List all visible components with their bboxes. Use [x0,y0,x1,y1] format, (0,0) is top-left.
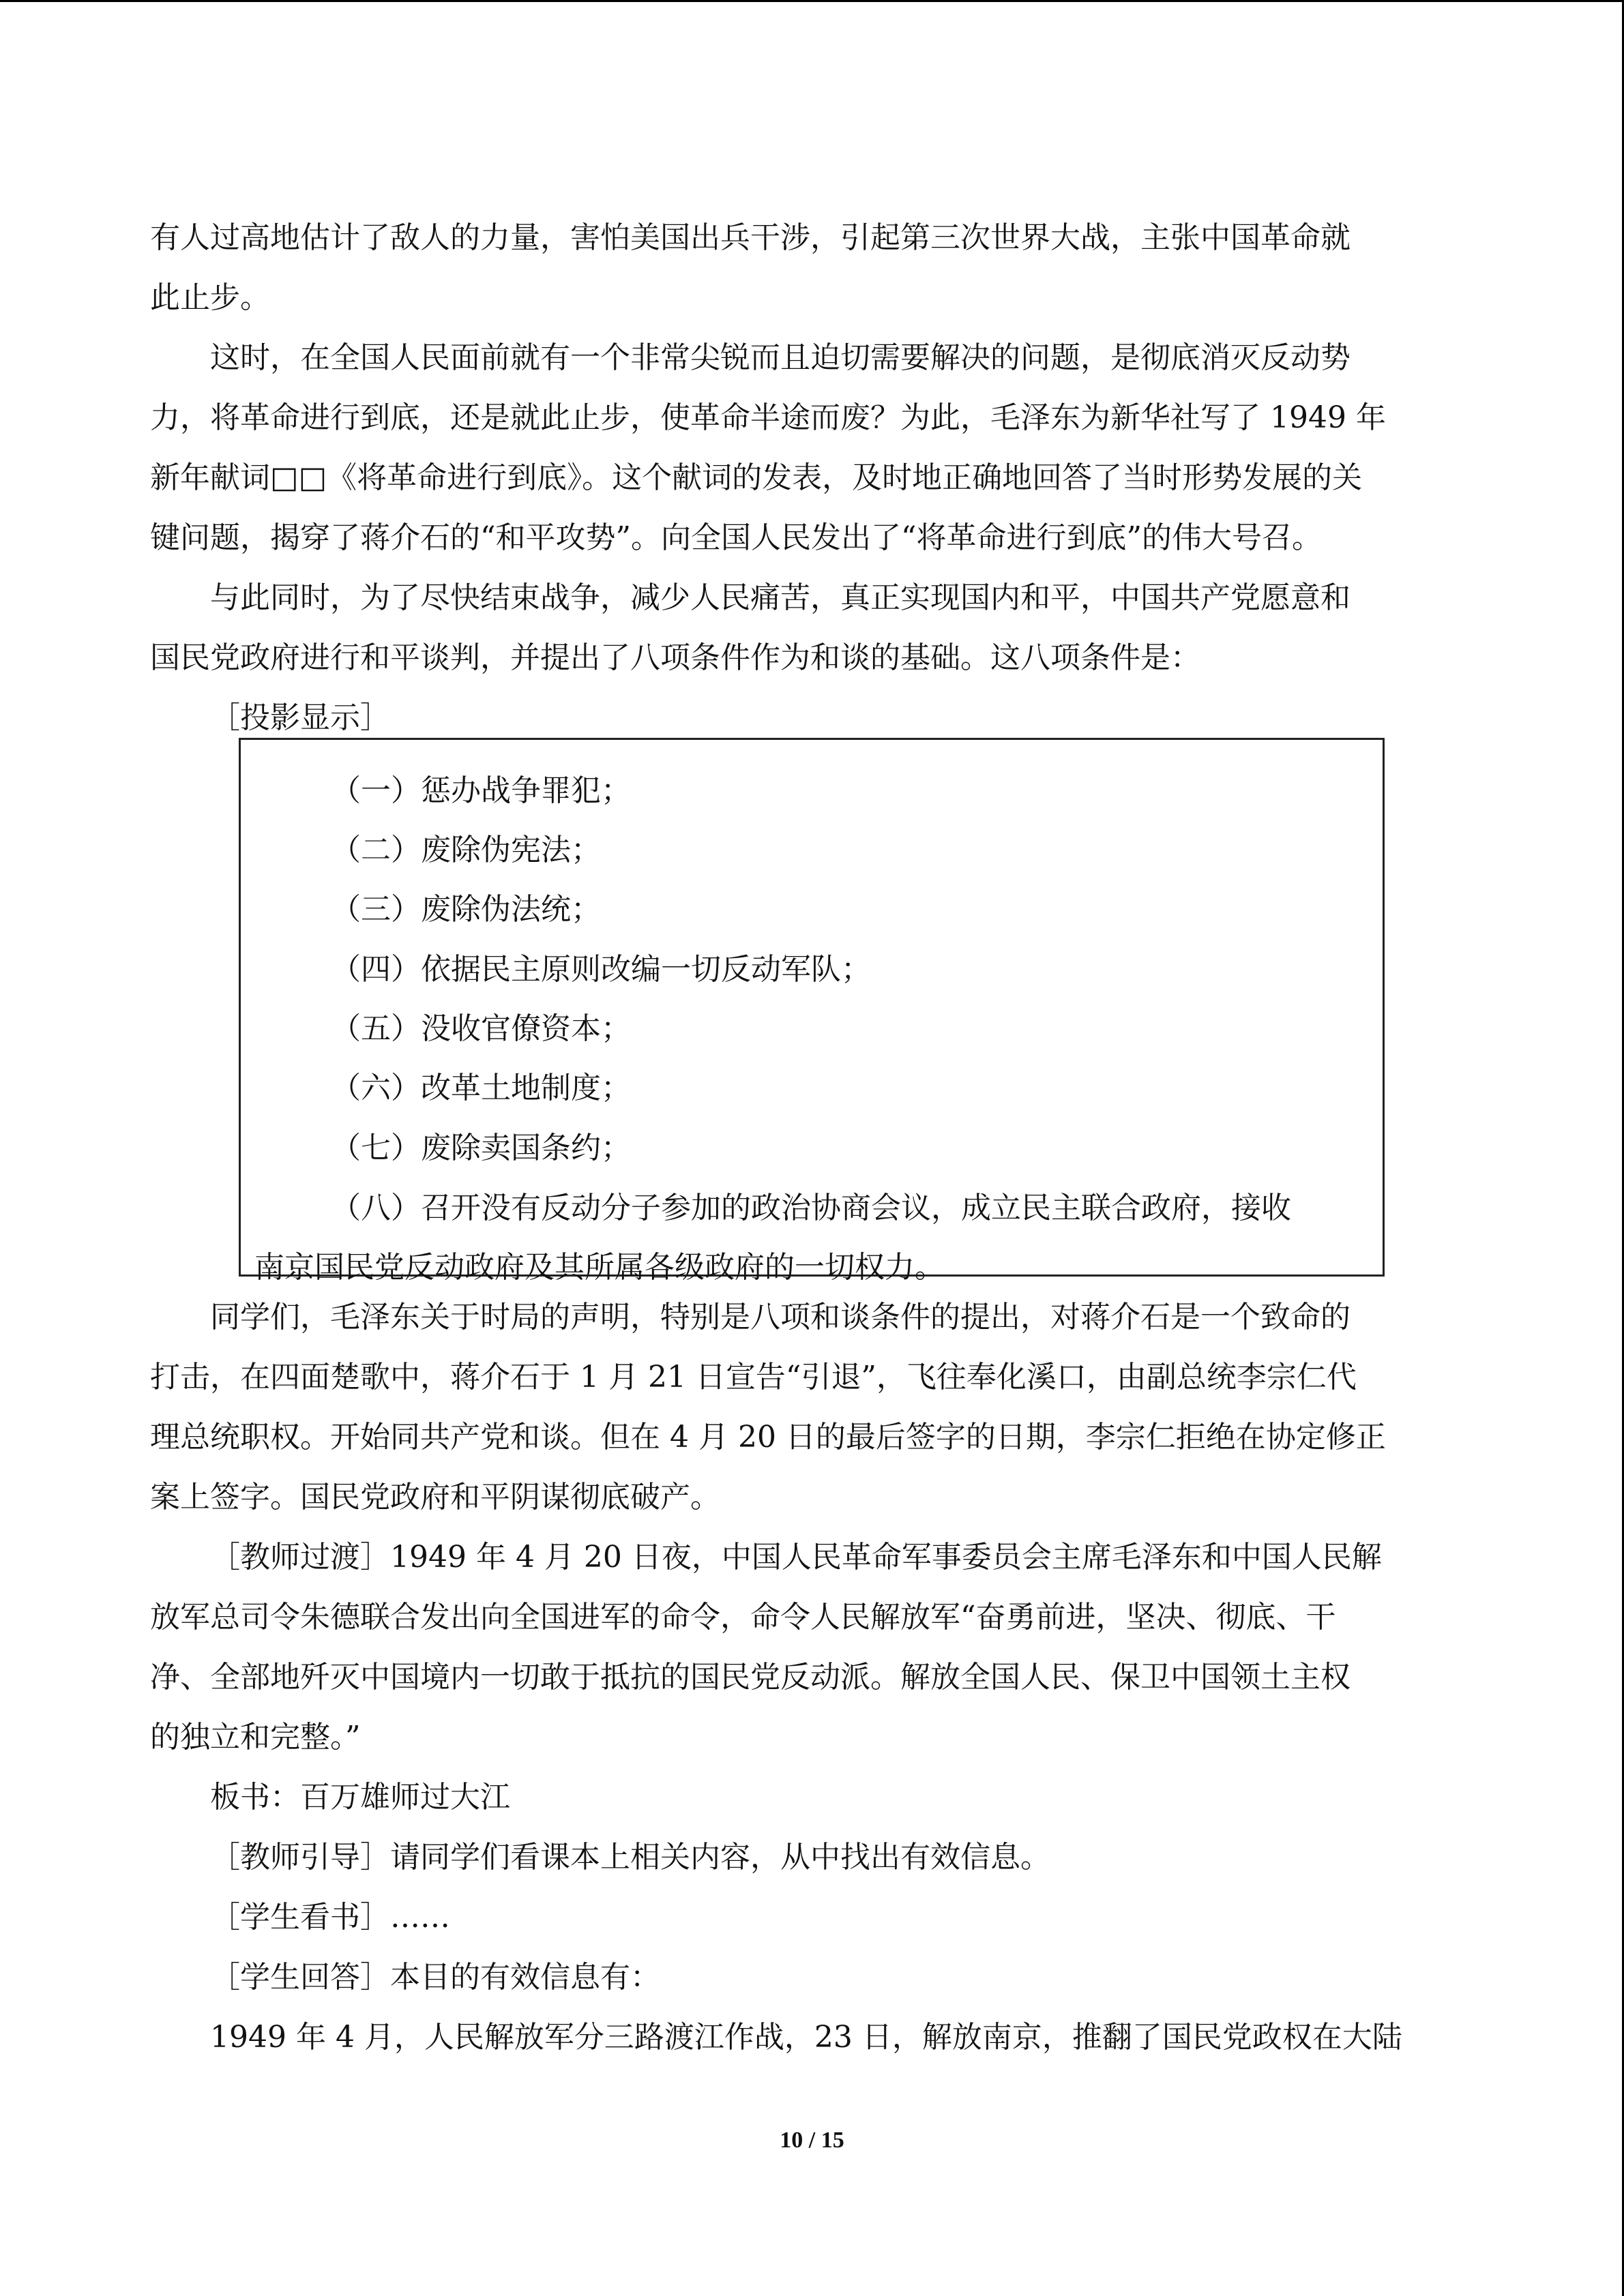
paragraph-line: 新年献词□□《将革命进行到底》。这个献词的发表，及时地正确地回答了当时形势发展的关 [150,460,1363,495]
condition-item: （三）废除伪法统； [331,892,601,927]
paragraph-line: 的独立和完整。” [150,1720,361,1755]
condition-item: （五）没收官僚资本； [331,1011,631,1046]
paragraph-line: 净、全部地歼灭中国境内一切敢于抵抗的国民党反动派。解放全国人民、保卫中国领土主权 [150,1660,1350,1695]
paragraph-line: 1949 年 4 月，人民解放军分三路渡江作战，23 日，解放南京，推翻了国民党政权在大陆 [210,2020,1402,2055]
condition-item: （七）废除卖国条约； [331,1131,631,1165]
paragraph-line: 案上签字。国民党政府和平阴谋彻底破产。 [150,1480,720,1515]
paragraph-line: ［学生看书］…… [210,1900,450,1935]
paragraph-line: 此止步。 [150,280,270,315]
body-text-after [150,1287,1480,2068]
paragraph-line: 国民党政府进行和平谈判，并提出了八项条件作为和谈的基础。这八项条件是： [150,640,1200,675]
paragraph-line: 键问题，揭穿了蒋介石的“和平攻势”。向全国人民发出了“将革命进行到底”的伟大号召。 [150,520,1322,555]
paragraph-line: ［学生回答］本目的有效信息有： [210,1960,660,1995]
paragraph-line: ［教师过渡］1949 年 4 月 20 日夜，中国人民革命军事委员会主席毛泽东和中国人民解 [210,1540,1382,1575]
paragraph-line: 放军总司令朱德联合发出向全国进军的命令，命令人民解放军“奋勇前进，坚决、彻底、干 [150,1600,1336,1635]
condition-item: （一）惩办战争罪犯； [331,773,631,808]
paragraph-line: 同学们，毛泽东关于时局的声明，特别是八项和谈条件的提出，对蒋介石是一个致命的 [210,1300,1350,1335]
condition-continuation: 南京国民党反动政府及其所属各级政府的一切权力。 [254,1250,945,1285]
paragraph-line: ［教师引导］请同学们看课本上相关内容，从中找出有效信息。 [210,1840,1050,1875]
projection-box [239,738,1385,1285]
paragraph-line: 有人过高地估计了敌人的力量，害怕美国出兵干涉，引起第三次世界大战，主张中国革命就 [150,220,1350,255]
condition-item: （二）废除伪宪法； [331,833,601,867]
paragraph-line: 这时，在全国人民面前就有一个非常尖锐而且迫切需要解决的问题，是彻底消灭反动势 [210,340,1350,375]
projection-label: ［投影显示］ [210,700,390,735]
page-number: 10 / 15 [780,2128,844,2153]
paragraph-line: 力，将革命进行到底，还是就此止步，使革命半途而废？为此，毛泽东为新华社写了 1949 年 [150,400,1386,435]
paragraph-line: 与此同时，为了尽快结束战争，减少人民痛苦，真正实现国内和平，中国共产党愿意和 [210,580,1350,615]
condition-item: （六）改革土地制度； [331,1071,631,1105]
body-text-before [150,208,1480,748]
paragraph-line: 理总统职权。开始同共产党和谈。但在 4 月 20 日的最后签字的日期，李宗仁拒绝在协定修正 [150,1420,1386,1455]
paragraph-line: 打击，在四面楚歌中，蒋介石于 1 月 21 日宣告“引退”，飞往奉化溪口，由副总统李宗仁代 [150,1360,1357,1395]
condition-item: （八）召开没有反动分子参加的政治协商会议，成立民主联合政府，接收 [331,1191,1291,1225]
page-top-border [0,0,1624,2]
condition-item: （四）依据民主原则改编一切反动军队； [331,952,871,987]
blackboard-note: 板书：百万雄师过大江 [210,1780,510,1815]
